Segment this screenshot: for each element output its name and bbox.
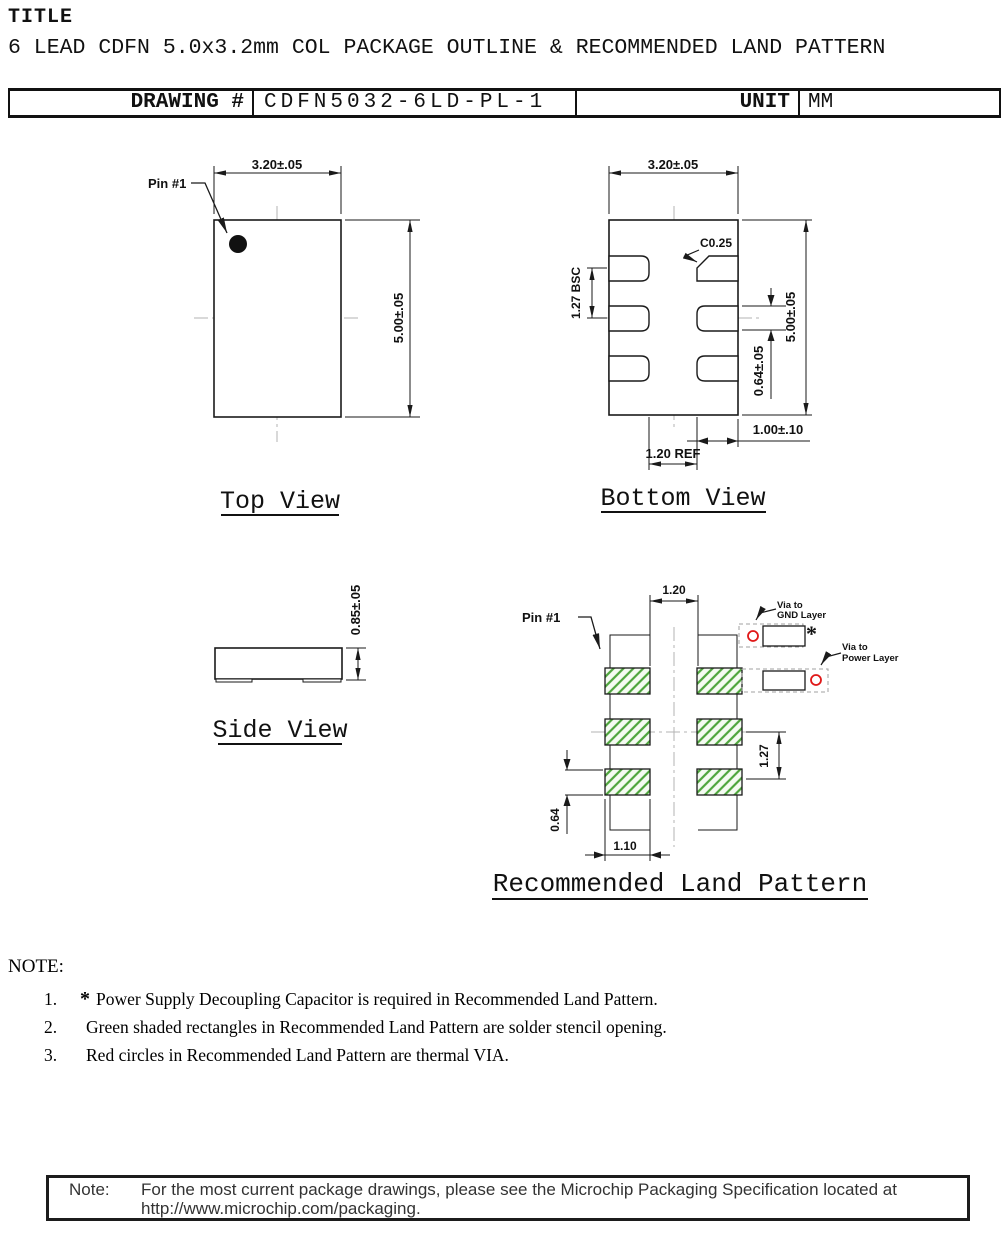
notes-heading: NOTE:	[8, 956, 64, 977]
note-item	[8, 1016, 708, 1039]
drawing-views-canvas	[0, 140, 1004, 920]
pad	[697, 356, 738, 381]
note-item	[8, 1044, 708, 1067]
pin1-marker-dot	[229, 235, 247, 253]
note-number: 1.	[44, 989, 58, 1009]
dim-chamfer: C0.25	[700, 236, 733, 250]
unit-value: MM	[798, 91, 999, 115]
via-power-label: Power Layer	[842, 653, 899, 664]
drawing-info-table	[8, 88, 1001, 118]
stencil-pad	[605, 668, 650, 694]
footer-note-line1: For the most current package drawings, please see the Microchip Packaging Specification located at	[141, 1180, 897, 1199]
dim-gap: 1.20	[662, 583, 686, 597]
dim-body-width: 3.20±.05	[647, 157, 699, 172]
stencil-pad	[605, 719, 650, 745]
top-view-label: Top View	[219, 487, 341, 516]
dim-pad-height: 0.64±.05	[751, 345, 766, 397]
stencil-pad	[605, 769, 650, 795]
bottom-view-label: Bottom View	[600, 484, 766, 513]
via-power-label: Via to	[842, 642, 868, 653]
page-title: 6 LEAD CDFN 5.0x3.2mm COL PACKAGE OUTLINE & RECOMMENDED LAND PATTERN	[8, 36, 886, 60]
dim-pitch: 1.27 BSC	[569, 266, 583, 320]
side-view	[212, 585, 366, 745]
decoupling-capacitor-pad	[763, 671, 805, 690]
via-power-leader-arrow	[821, 653, 841, 665]
footer-note-text	[141, 1180, 897, 1218]
decoupling-capacitor-pad	[763, 626, 805, 646]
dim-pitch: 1.27	[757, 744, 771, 768]
note-text: Green shaded rectangles in Recommended Land Pattern are solder stencil opening.	[86, 1017, 667, 1037]
drawing-number-label: DRAWING #	[130, 91, 244, 114]
pad	[609, 256, 649, 281]
stencil-pad	[697, 769, 742, 795]
footer-note-box	[46, 1175, 970, 1221]
lead-foot	[303, 679, 341, 682]
dim-body-width: 3.20±.05	[251, 157, 303, 172]
side-view-label: Side View	[212, 716, 348, 745]
dim-pad-length: 1.00±.10	[752, 422, 804, 437]
dim-pad-height: 0.64	[548, 808, 562, 832]
unit-label: UNIT	[575, 91, 798, 115]
via-gnd-label: GND Layer	[777, 610, 827, 621]
thermal-via-power	[811, 675, 821, 685]
dim-thickness: 0.85±.05	[348, 584, 363, 636]
note-item	[8, 988, 708, 1011]
note-number: 2.	[44, 1017, 58, 1037]
dim-pad-length: 1.10	[613, 839, 637, 853]
note-text: Red circles in Recommended Land Pattern are thermal VIA.	[86, 1045, 509, 1065]
dim-body-length: 5.00±.05	[391, 292, 406, 344]
land-pattern	[492, 583, 899, 899]
footer-note-label: Note:	[69, 1180, 110, 1199]
notes-section	[8, 956, 708, 1072]
package-body-outline	[215, 648, 342, 679]
via-gnd-label: Via to	[777, 600, 803, 611]
via-gnd-leader-arrow	[756, 609, 776, 620]
pin1-leader-arrow	[578, 617, 600, 649]
dim-body-length: 5.00±.05	[783, 291, 798, 343]
bottom-view	[569, 157, 812, 513]
note-asterisk: *	[80, 988, 90, 1010]
thermal-via-gnd	[748, 631, 758, 641]
title-label: TITLE	[8, 6, 74, 29]
top-view	[148, 157, 420, 516]
stencil-pad	[697, 668, 742, 694]
land-pattern-label: Recommended Land Pattern	[492, 869, 868, 899]
note-text: Power Supply Decoupling Capacitor is required in Recommended Land Pattern.	[96, 989, 658, 1009]
asterisk-marker: *	[806, 621, 817, 646]
pad	[609, 306, 649, 331]
pad	[697, 306, 738, 331]
note-number: 3.	[44, 1045, 58, 1065]
pin1-label: Pin #1	[148, 176, 187, 191]
stencil-pad	[697, 719, 742, 745]
dim-pad-gap: 1.20 REF	[645, 446, 701, 461]
footer-note-line2: http://www.microchip.com/packaging.	[141, 1199, 421, 1218]
lead-foot	[216, 679, 252, 682]
drawing-number-value: CDFN5032-6LD-PL-1	[252, 91, 575, 115]
pad	[609, 356, 649, 381]
pin1-label: Pin #1	[522, 610, 561, 625]
